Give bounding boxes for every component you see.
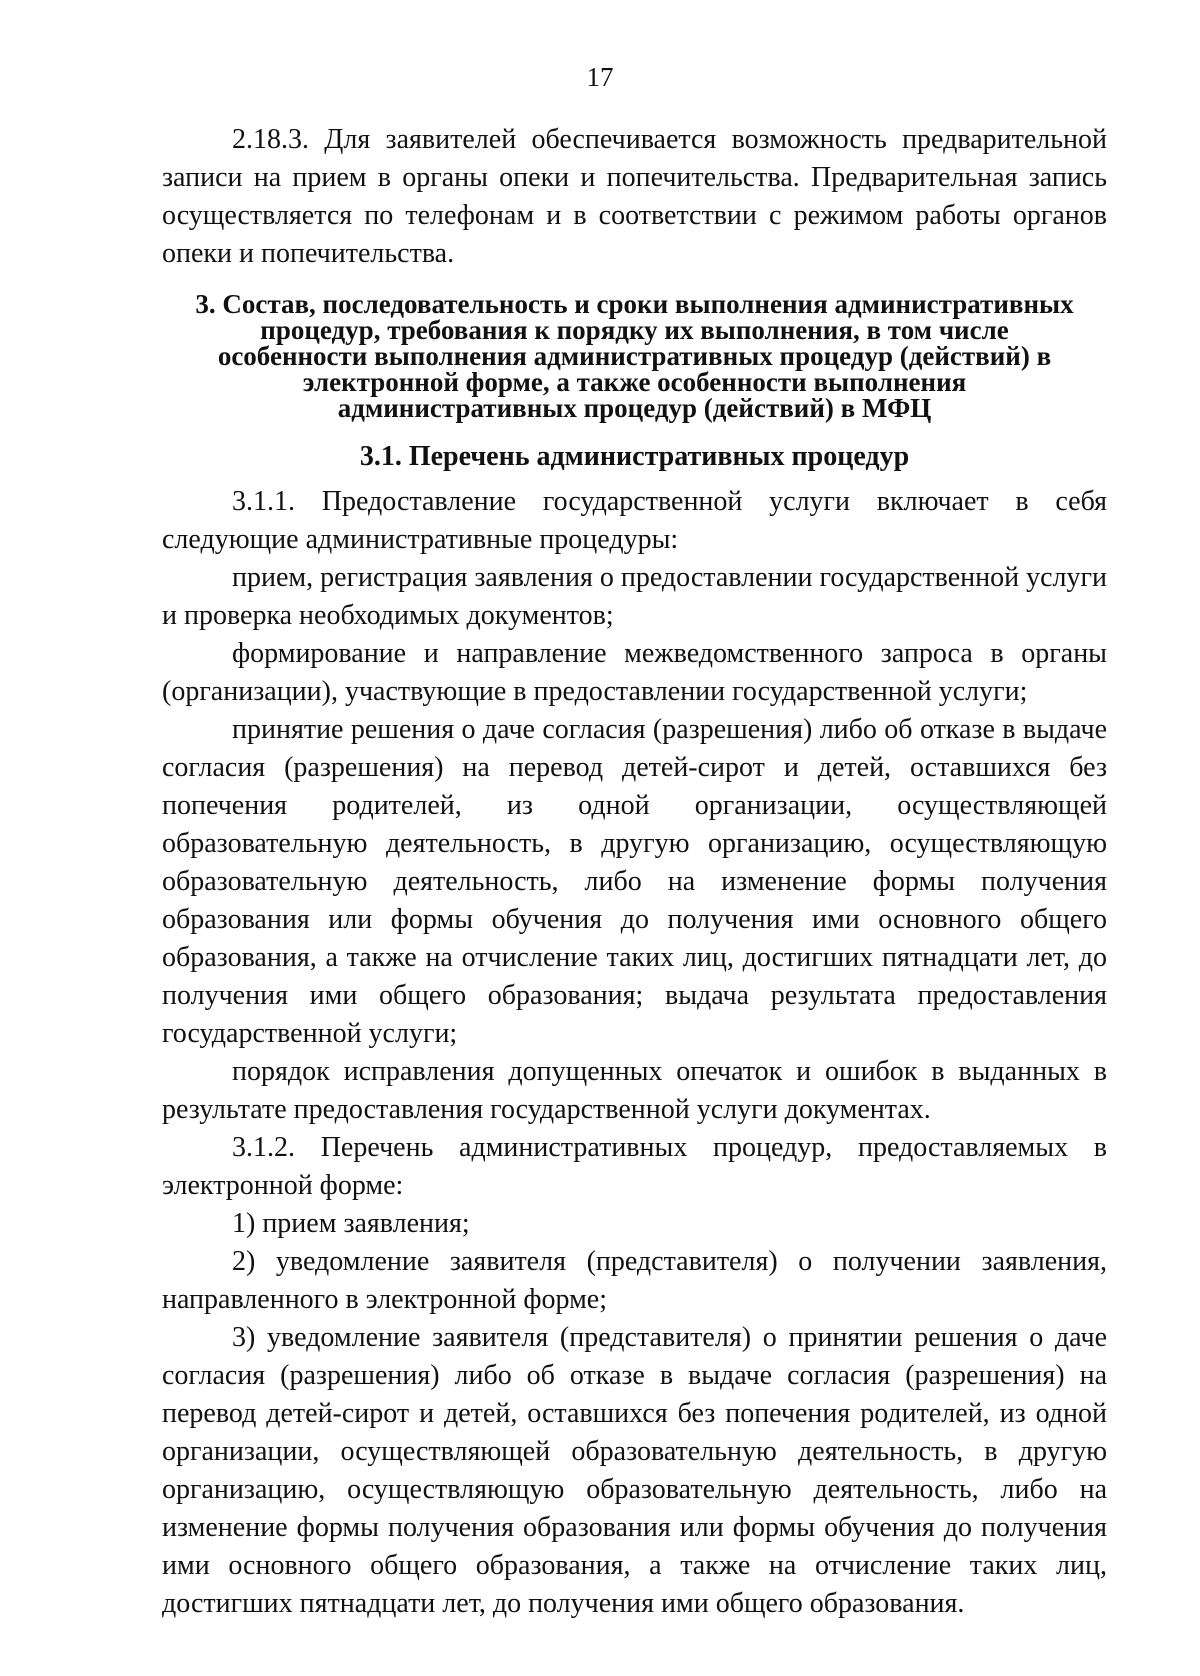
list-item-electronic-3: 3) уведомление заявителя (представителя) о принятии решения о даче согласия (разрешения) либо об отказе в выдаче согласия (разрешения) на перевод детей-сирот и детей, оставшихся без попечения родителей, из одной организации, осуществляющей образовательную деятельность, в другую организацию, осуществляющую образовательную деятельность, либо на изменение формы получения образования или формы обучения до получения ими основного общего образования, а также на отчисление таких лиц, достигших пятнадцати лет, до получения ими общего образования. xyxy=(162,1322,1107,1619)
list-item-procedure-3: принятие решения о даче согласия (разрешения) либо об отказе в выдаче согласия (разрешения) на перевод детей-сирот и детей, оставшихся без попечения родителей, из одной организации, осуществляющей образовательную деятельность, в другую организацию, осуществляющую образовательную деятельность, либо на изменение формы получения образования или формы обучения до получения ими основного общего образования, а также на отчисление таких лиц, достигших пятнадцати лет, до получения ими общего образования; выдача результата предоставления государственной услуги; xyxy=(162,714,1107,1049)
subsection-heading: 3.1. Перечень административных процедур xyxy=(359,441,910,472)
section-heading: 3. Состав, последовательность и сроки выполнения административных процедур, требования к порядку их выполнения, в том числе особенности выполнения административных процедур (действий) в электронной форме, а также особенности выполнения административных процедур (действий) в МФЦ xyxy=(195,289,1074,423)
list-item-electronic-1: 1) прием заявления; xyxy=(232,1208,470,1239)
document-body xyxy=(162,121,1107,1623)
page-number: 17 xyxy=(586,62,614,92)
list-item-procedure-1: прием, регистрация заявления о предоставлении государственной услуги и проверка необходимых документов; xyxy=(162,562,1107,631)
paragraph-3-1-2: 3.1.2. Перечень административных процедур, предоставляемых в электронной форме: xyxy=(162,1132,1107,1201)
list-item-procedure-2: формирование и направление межведомственного запроса в органы (организации), участвующие в предоставлении государственной услуги; xyxy=(162,638,1107,707)
list-item-electronic-2: 2) уведомление заявителя (представителя) о получении заявления, направленного в электронной форме; xyxy=(162,1246,1107,1315)
list-item-procedure-4: порядок исправления допущенных опечаток и ошибок в выданных в результате предоставления государственной услуги документах. xyxy=(162,1056,1107,1125)
paragraph-2-18-3: 2.18.3. Для заявителей обеспечивается возможность предварительной записи на прием в органы опеки и попечительства. Предварительная запись осуществляется по телефонам и в соответствии с режимом работы органов опеки и попечительства. xyxy=(162,124,1107,269)
paragraph-3-1-1: 3.1.1. Предоставление государственной услуги включает в себя следующие административные процедуры: xyxy=(162,486,1107,555)
